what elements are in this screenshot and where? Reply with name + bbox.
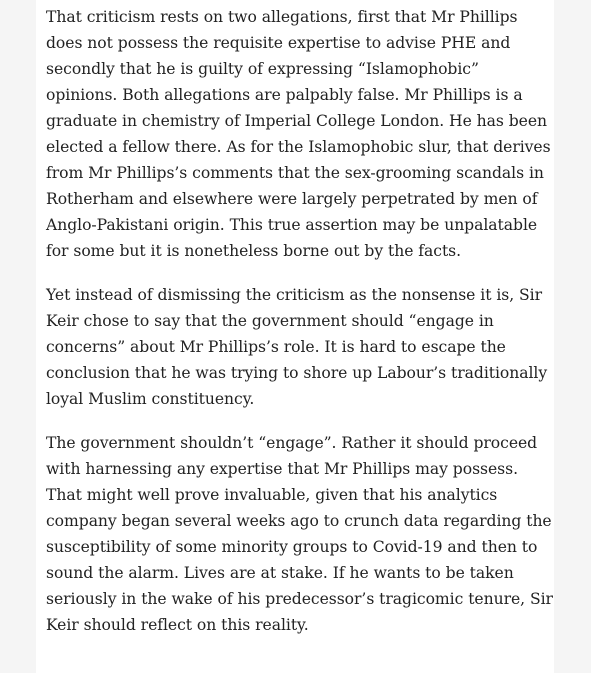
article-body — [36, 0, 554, 673]
text-line: with harnessing any expertise that Mr Phillips may possess. — [46, 460, 518, 478]
text-line: concerns” about Mr Phillips’s role. It is hard to escape the — [46, 338, 506, 356]
text-line: That might well prove invaluable, given that his analytics — [46, 486, 498, 504]
text-line: graduate in chemistry of Imperial College London. He has been — [46, 112, 548, 130]
text-line: Keir should reflect on this reality. — [46, 616, 309, 634]
article-paragraph-1 — [46, 4, 551, 264]
text-line: Yet instead of dismissing the criticism as the nonsense it is, Sir — [46, 286, 543, 304]
text-line: sound the alarm. Lives are at stake. If he wants to be taken — [46, 564, 514, 582]
text-line: Rotherham and elsewhere were largely perpetrated by men of — [46, 190, 538, 208]
text-line: elected a fellow there. As for the Islamophobic slur, that derives — [46, 138, 551, 156]
text-line: That criticism rests on two allegations, first that Mr Phillips — [46, 8, 518, 26]
text-line: The government shouldn’t “engage”. Rather it should proceed — [46, 434, 538, 452]
article-paragraph-3 — [46, 430, 553, 638]
text-line: conclusion that he was trying to shore up Labour’s traditionally — [46, 364, 548, 382]
text-line: Anglo-Pakistani origin. This true assertion may be unpalatable — [46, 216, 538, 234]
text-line: susceptibility of some minority groups to Covid-19 and then to — [46, 538, 538, 556]
text-line: company began several weeks ago to crunch data regarding the — [46, 512, 552, 530]
text-line: for some but it is nonetheless borne out by the facts. — [46, 242, 462, 260]
text-line: secondly that he is guilty of expressing “Islamophobic” — [46, 60, 479, 78]
text-line: Keir chose to say that the government should “engage in — [46, 312, 494, 330]
article-paragraph-2 — [46, 282, 548, 412]
text-line: loyal Muslim constituency. — [46, 390, 255, 408]
text-line: seriously in the wake of his predecessor’s tragicomic tenure, Sir — [46, 590, 553, 608]
text-line: opinions. Both allegations are palpably false. Mr Phillips is a — [46, 86, 523, 104]
text-line: from Mr Phillips’s comments that the sex-grooming scandals in — [46, 164, 544, 182]
text-line: does not possess the requisite expertise to advise PHE and — [46, 34, 511, 52]
